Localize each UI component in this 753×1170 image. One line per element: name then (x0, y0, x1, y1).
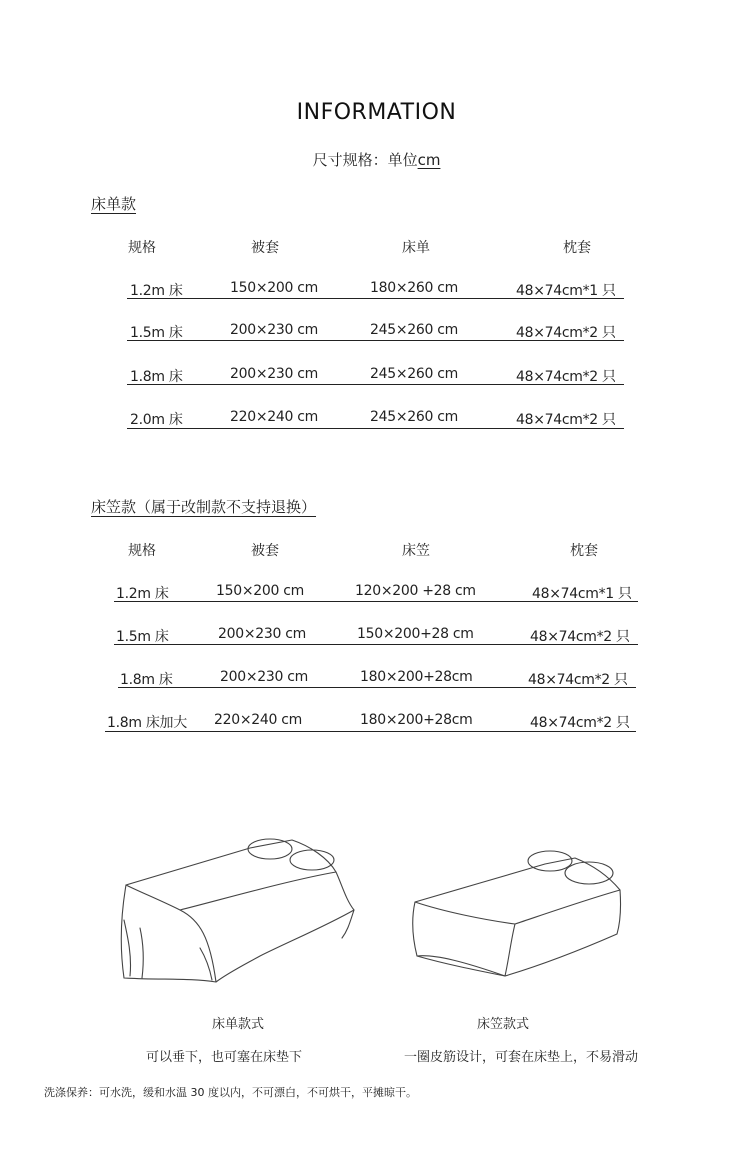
sheet-row-1-pillowcase: 48×74cm*1 只 (516, 283, 616, 299)
flat-sheet-caption: 床单款式 (212, 1017, 265, 1032)
sheet-row-4-duvet: 220×240 cm (230, 409, 318, 425)
fitted-row-2-pillowcase: 48×74cm*2 只 (530, 629, 630, 645)
fitted-header-fitted-sheet: 床笠 (402, 543, 430, 559)
fitted-row-3-size: 1.8m 床 (120, 672, 173, 688)
sheet-row-3-sheet: 245×260 cm (370, 366, 458, 382)
fitted-sheet-description: 一圈皮筋设计，可套在床垫上，不易滑动 (404, 1050, 639, 1065)
fitted-row-1-pillowcase: 48×74cm*1 只 (532, 586, 632, 602)
sheet-row-2-pillowcase: 48×74cm*2 只 (516, 325, 616, 341)
fitted-row-1-fitted-sheet: 120×200 +28 cm (355, 583, 476, 599)
fitted-row-1-size: 1.2m 床 (116, 586, 169, 602)
sheet-row-4-pillowcase: 48×74cm*2 只 (516, 412, 616, 428)
sheet-row-4-divider (127, 428, 624, 429)
page-title: INFORMATION (296, 100, 457, 125)
fitted-row-2-fitted-sheet: 150×200+28 cm (357, 626, 474, 642)
fitted-row-3-divider (118, 687, 636, 688)
sheet-row-1-sheet: 180×260 cm (370, 280, 458, 296)
fitted-row-3-fitted-sheet: 180×200+28cm (360, 669, 473, 685)
sheet-header-duvet: 被套 (251, 240, 279, 256)
sheet-row-4-size: 2.0m 床 (130, 412, 183, 428)
unit-note-prefix: 尺寸规格：单位 (312, 151, 418, 169)
sheet-row-4-sheet: 245×260 cm (370, 409, 458, 425)
fitted-row-1-divider (114, 601, 638, 602)
fitted-row-3-pillowcase: 48×74cm*2 只 (528, 672, 628, 688)
sheet-row-2-sheet: 245×260 cm (370, 322, 458, 338)
fitted-row-2-size: 1.5m 床 (116, 629, 169, 645)
fitted-row-1-duvet: 150×200 cm (216, 583, 304, 599)
fitted-header-size: 规格 (128, 543, 156, 559)
flat-sheet-bed-illustration (110, 830, 370, 990)
sheet-row-2-size: 1.5m 床 (130, 325, 183, 341)
unit-note-unit: cm (417, 151, 441, 169)
sheet-row-3-divider (127, 384, 624, 385)
sheet-row-3-size: 1.8m 床 (130, 369, 183, 385)
care-instructions: 洗涤保养：可水洗，缓和水温 30 度以内，不可漂白，不可烘干，平摊晾干。 (44, 1086, 417, 1099)
fitted-row-4-fitted-sheet: 180×200+28cm (360, 712, 473, 728)
fitted-sheet-bed-illustration (405, 840, 635, 980)
fitted-sheet-caption: 床笠款式 (477, 1017, 530, 1032)
unit-note (0, 149, 753, 170)
fitted-row-2-divider (114, 644, 638, 645)
sheet-row-2-duvet: 200×230 cm (230, 322, 318, 338)
fitted-row-4-duvet: 220×240 cm (214, 712, 302, 728)
sheet-section-title: 床单款 (91, 195, 137, 213)
sheet-row-1-duvet: 150×200 cm (230, 280, 318, 296)
fitted-section-title: 床笠款（属于改制款不支持退换） (91, 498, 317, 516)
fitted-row-4-pillowcase: 48×74cm*2 只 (530, 715, 630, 731)
sheet-row-1-size: 1.2m 床 (130, 283, 183, 299)
sheet-header-sheet: 床单 (402, 240, 430, 256)
flat-sheet-description: 可以垂下，也可塞在床垫下 (146, 1050, 303, 1065)
sheet-row-1-divider (127, 298, 624, 299)
sheet-header-pillowcase: 枕套 (563, 240, 591, 256)
sheet-row-3-pillowcase: 48×74cm*2 只 (516, 369, 616, 385)
sheet-row-2-divider (127, 340, 624, 341)
sheet-row-3-duvet: 200×230 cm (230, 366, 318, 382)
fitted-row-4-divider (105, 731, 636, 732)
fitted-header-duvet: 被套 (251, 543, 279, 559)
fitted-row-3-duvet: 200×230 cm (220, 669, 308, 685)
fitted-row-2-duvet: 200×230 cm (218, 626, 306, 642)
fitted-header-pillowcase: 枕套 (570, 543, 598, 559)
sheet-header-size: 规格 (128, 240, 156, 256)
fitted-row-4-size: 1.8m 床加大 (107, 715, 187, 731)
